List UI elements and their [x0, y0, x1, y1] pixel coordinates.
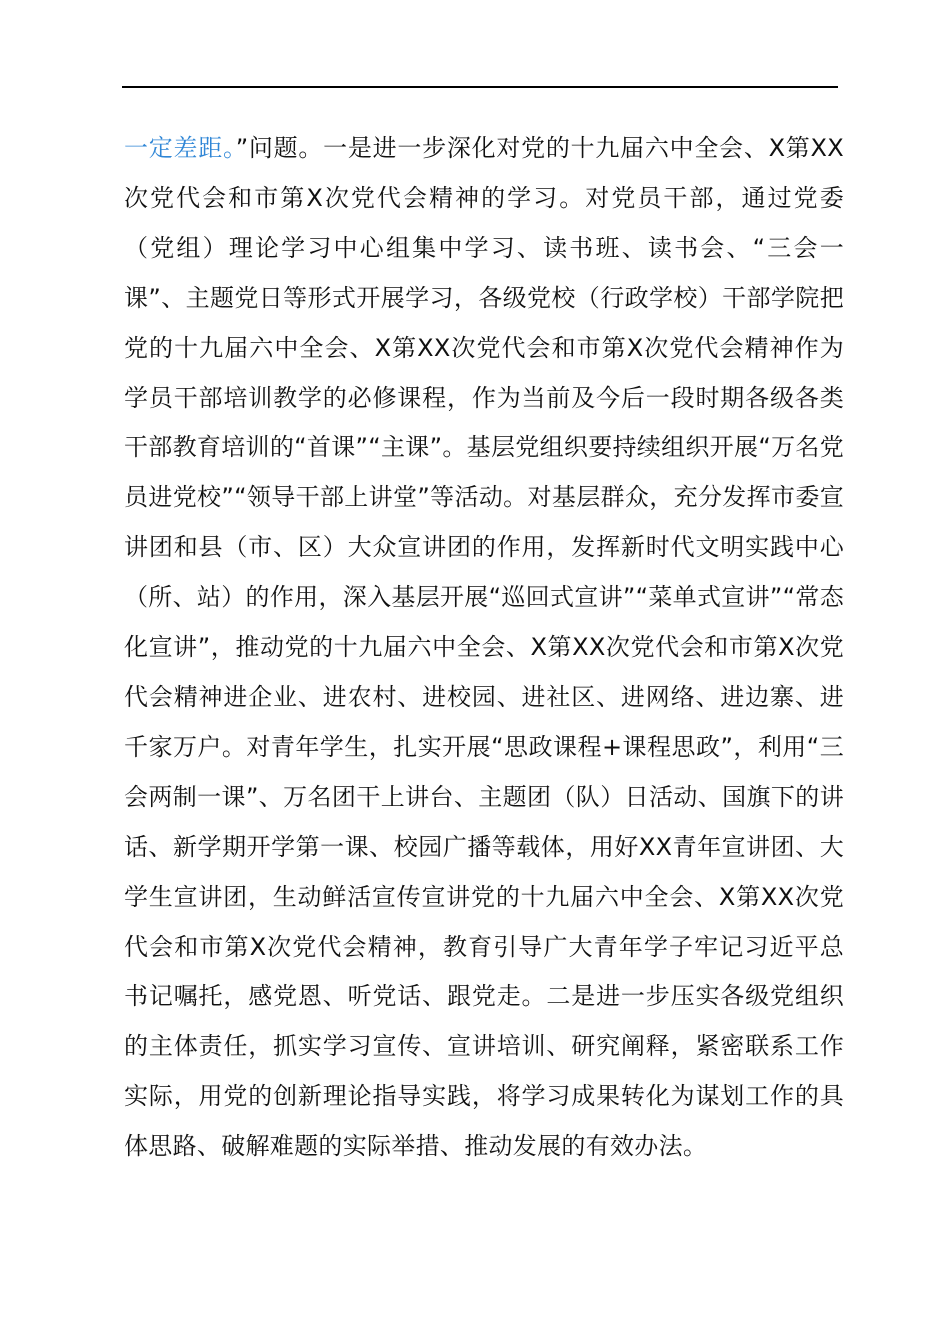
lead-highlight: 一定差距。 — [124, 134, 236, 162]
body-paragraph — [124, 124, 844, 1172]
header-rule — [122, 86, 838, 88]
paragraph-text: ”问题。一是进一步深化对党的十九届六中全会、X第XX次党代会和市第X次党代会精神的学习。对党员干部，通过党委（党组）理论学习中心组集中学习、读书班、读书会、“三会一课”、主题党日等形式开展学习，各级党校（行政学校）干部学院把党的十九届六中全会、X第XX次党代会和市第X次党代会精神作为学员干部培训教学的必修课程，作为当前及今后一段时期各级各类干部教育培训的“首课”“主课”。基层党组织要持续组织开展“万名党员进党校”“领导干部上讲堂”等活动。对基层群众，充分发挥市委宣讲团和县（市、区）大众宣讲团的作用，发挥新时代文明实践中心（所、站）的作用，深入基层开展“巡回式宣讲”“菜单式宣讲”“常态化宣讲”，推动党的十九届六中全会、X第XX次党代会和市第X次党代会精神进企业、进农村、进校园、进社区、进网络、进边寨、进千家万户。对青年学生，扎实开展“思政课程+课程思政”，利用“三会两制一课”、万名团干上讲台、主题团（队）日活动、国旗下的讲话、新学期开学第一课、校园广播等载体，用好XX青年宣讲团、大学生宣讲团，生动鲜活宣传宣讲党的十九届六中全会、X第XX次党代会和市第X次党代会精神，教育引导广大青年学子牢记习近平总书记嘱托，感党恩、听党话、跟党走。二是进一步压实各级党组织的主体责任，抓实学习宣传、宣讲培训、研究阐释，紧密联系工作实际，用党的创新理论指导实践，将学习成果转化为谋划工作的具体思路、破解难题的实际举措、推动发展的有效办法。 — [124, 134, 844, 1161]
